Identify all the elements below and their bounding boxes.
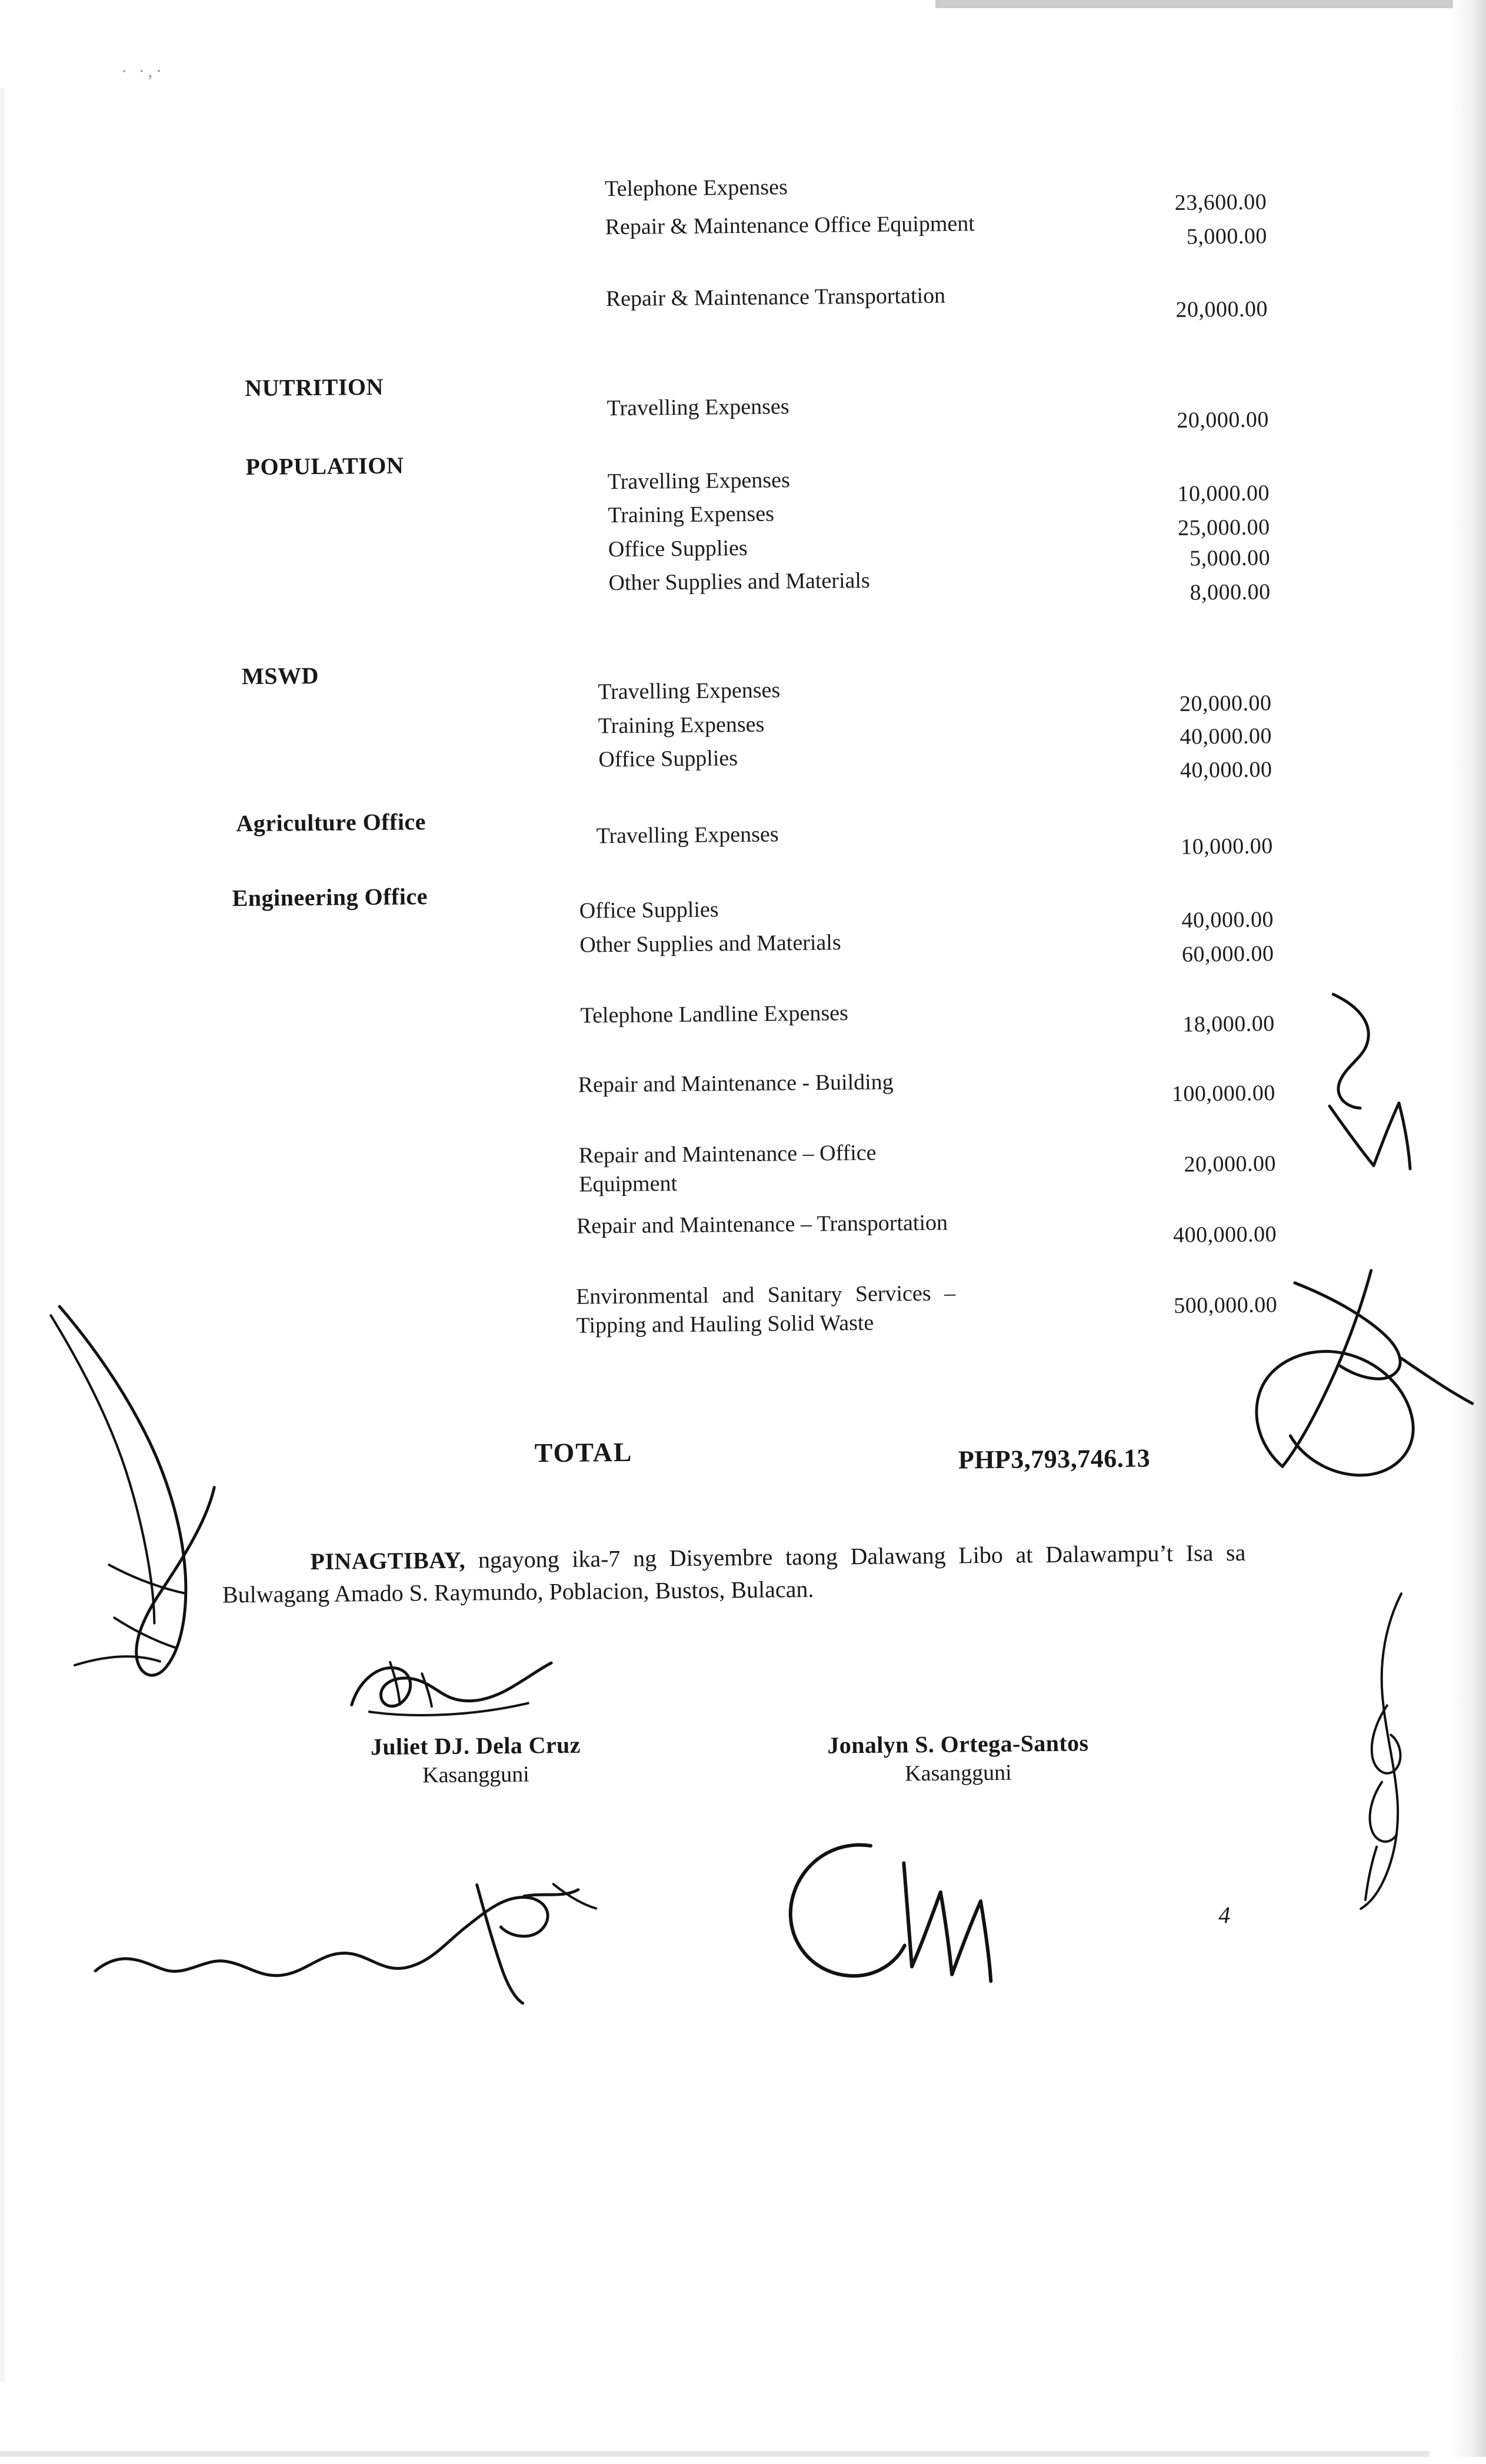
line-item-amount: 18,000.00 [1182,1011,1275,1037]
signature-left-margin [36,1287,287,1713]
office-name: POPULATION [245,452,404,481]
enactment-paragraph [222,1536,1246,1611]
top-margin-mark: · ·,· [121,61,166,82]
line-item-label: Environmental and Sanitary Services – Tipping and Hauling Solid Waste [575,1281,956,1339]
line-item-label: Training Expenses [608,501,775,528]
line-item-label: Telephone Expenses [604,175,788,202]
enactment-keyword: PINAGTIBAY, [310,1546,466,1575]
signatory-block-left [287,1730,664,1789]
line-item-label: Travelling Expenses [598,678,781,705]
office-name: Agriculture Office [236,808,427,837]
signatory-name: Juliet DJ. Dela Cruz [370,1731,581,1761]
line-item-label: Office Supplies [608,535,748,562]
line-item-amount: 25,000.00 [1177,515,1270,541]
line-item-amount: 20,000.00 [1179,691,1272,716]
line-item-amount: 20,000.00 [1184,1151,1277,1177]
line-item-amount: 8,000.00 [1190,579,1271,605]
line-item-label: Other Supplies and Materials [608,568,870,596]
line-item-amount: 100,000.00 [1171,1081,1276,1106]
line-item-amount: 40,000.00 [1181,907,1274,933]
enactment-text: ngayong ika-7 ng Disyembre taong Dalawang Libo at Dalawampu’t Isa sa Bulwagang Amado S. Raymundo, Poblacion, Bustos, Bulacan. [222,1539,1246,1608]
line-item-label: Travelling Expenses [596,822,779,849]
line-item-amount: 10,000.00 [1177,481,1270,506]
line-item-amount: 5,000.00 [1186,224,1268,249]
page-number: 4 [1218,1902,1231,1929]
office-name: NUTRITION [245,373,384,402]
line-item-label: Training Expenses [598,712,765,739]
line-item-amount: 10,000.00 [1181,833,1274,859]
line-item-amount: 40,000.00 [1180,757,1272,783]
line-item-amount: 23,600.00 [1174,189,1267,215]
line-item-label: Telephone Landline Expenses [580,1001,848,1028]
signatory-title: Kasangguni [904,1760,1012,1786]
total-amount: PHP3,793,746.13 [958,1443,1151,1475]
signature-vertical-right [1345,1588,1430,1918]
line-item-label: Office Supplies [598,746,738,772]
line-item-label: Office Supplies [579,897,719,923]
line-item-label: Travelling Expenses [607,468,790,495]
line-item-amount: 20,000.00 [1175,296,1268,322]
signatory-block-right [734,1728,1182,1788]
line-item-label: Repair & Maintenance Transportation [605,283,946,312]
line-item-label: Travelling Expenses [607,394,789,421]
signatory-title: Kasangguni [422,1762,529,1788]
line-item-label: Repair and Maintenance – Office Equipment [578,1140,877,1198]
line-item-amount: 400,000.00 [1172,1222,1277,1248]
signature-juliet-dela-cruz [334,1649,558,1733]
signature-jonalyn-ortega-santos [771,1827,1019,1994]
line-item-label: Repair & Maintenance Office Equipment [605,211,975,240]
line-item-amount: 5,000.00 [1189,545,1271,571]
line-item-amount: 40,000.00 [1180,723,1272,749]
total-label: TOTAL [534,1436,633,1468]
line-item-amount: 60,000.00 [1181,941,1274,967]
line-item-label: Repair and Maintenance – Transportation [576,1210,948,1239]
line-item-label: Other Supplies and Materials [579,930,841,958]
line-item-amount: 500,000.00 [1174,1292,1278,1318]
office-name: Engineering Office [232,883,428,912]
line-item-amount: 20,000.00 [1177,407,1270,433]
signature-initials-upper-right [1315,982,1423,1177]
signatory-name: Jonalyn S. Ortega-Santos [827,1729,1089,1759]
office-name: MSWD [241,662,319,690]
line-item-label: Repair and Maintenance - Building [578,1069,894,1098]
signature-bottom-left [89,1872,643,2012]
